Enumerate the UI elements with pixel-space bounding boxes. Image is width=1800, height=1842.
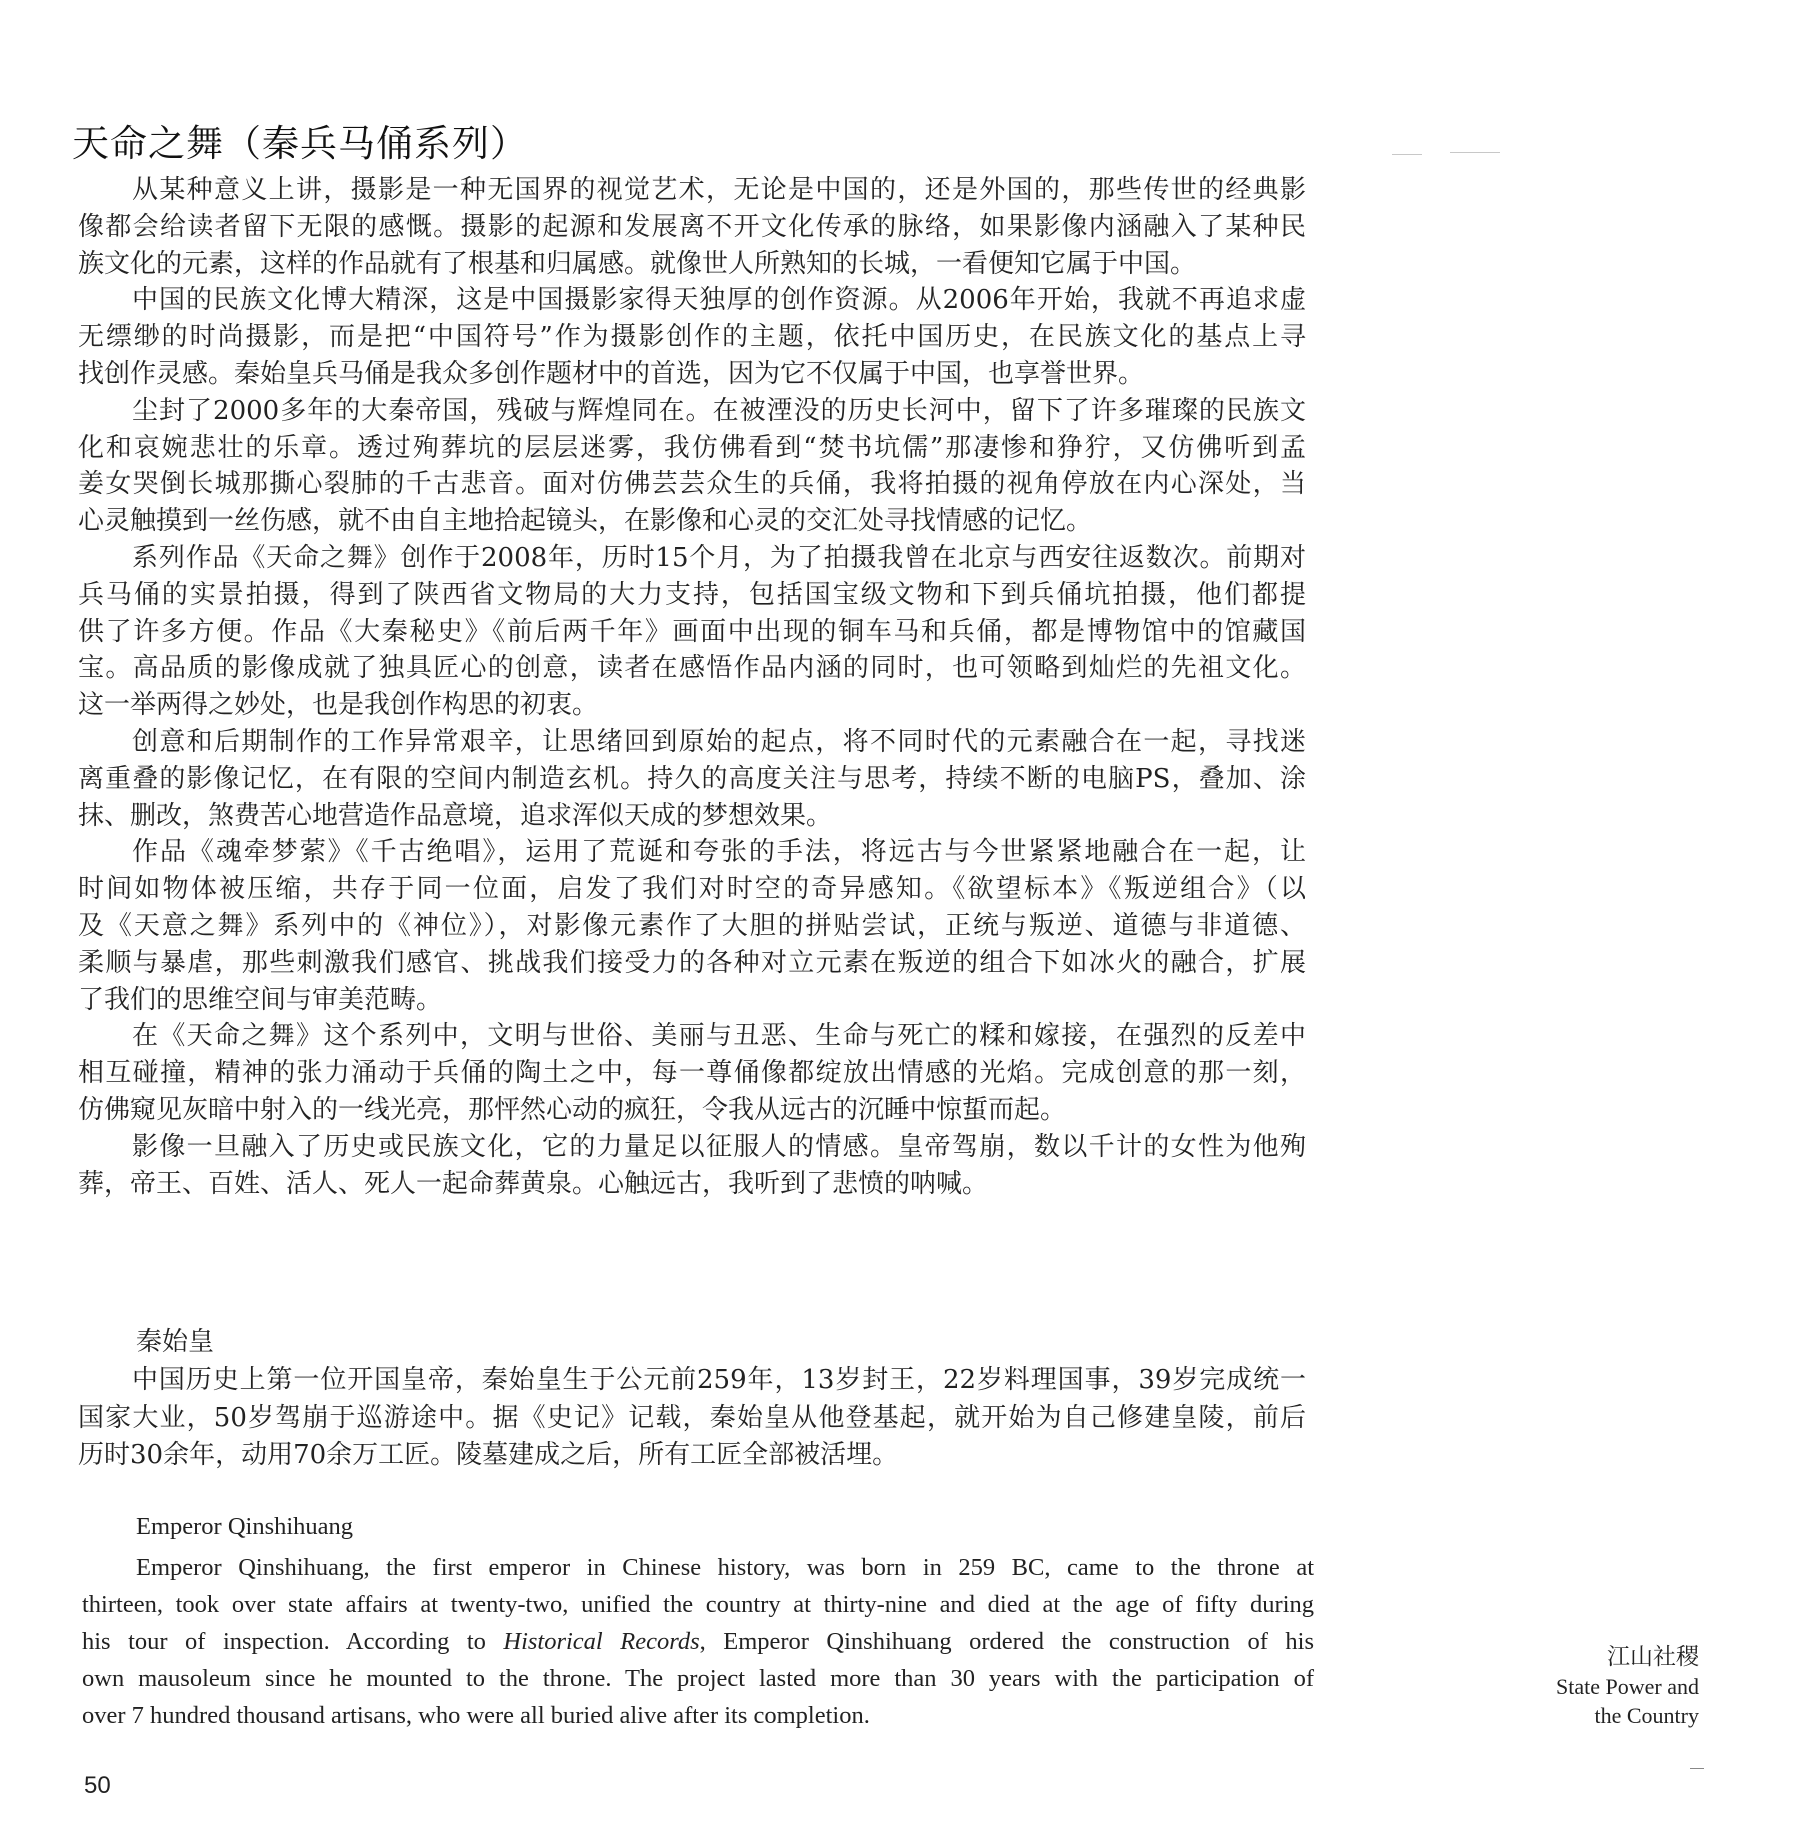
essay-line: 这一举两得之妙处，也是我创作构思的初衷。 — [78, 690, 599, 721]
bio-en-body — [82, 1549, 1314, 1734]
essay-line: 姜女哭倒长城那撕心裂肺的千古悲音。面对仿佛芸芸众生的兵俑，我将拍摄的视角停放在内心深处，当 — [78, 469, 1306, 500]
caption-en-line1: State Power and — [1556, 1674, 1699, 1699]
essay-line: 柔顺与暴虐，那些刺激我们感官、挑战我们接受力的各种对立元素在叛逆的组合下如冰火的融合，扩展 — [78, 947, 1306, 978]
bio-en-heading: Emperor Qinshihuang — [136, 1513, 354, 1540]
essay-line: 心灵触摸到一丝伤感，就不由自主地拾起镜头，在影像和心灵的交汇处寻找情感的记忆。 — [78, 506, 1093, 537]
essay-line: 创意和后期制作的工作异常艰辛，让思绪回到原始的起点，将不同时代的元素融合在一起，寻找迷 — [132, 726, 1306, 757]
scan-mark — [1690, 1768, 1704, 1769]
essay-line: 在《天命之舞》这个系列中，文明与世俗、美丽与丑恶、生命与死亡的糅和嫁接，在强烈的反差中 — [132, 1021, 1306, 1052]
essay-line: 兵马俑的实景拍摄，得到了陕西省文物局的大力支持，包括国宝级文物和下到兵俑坑拍摄，他们都提 — [78, 579, 1306, 610]
essay-line: 影像一旦融入了历史或民族文化，它的力量足以征服人的情感。皇帝驾崩，数以千计的女性为他殉 — [132, 1131, 1306, 1162]
scan-mark — [1450, 152, 1500, 153]
essay-line: 族文化的元素，这样的作品就有了根基和归属感。就像世人所熟知的长城，一看便知它属于中国。 — [78, 248, 1197, 279]
essay-line: 及《天意之舞》系列中的《神位》），对影像元素作了大胆的拼贴尝试，正统与叛逆、道德与非道德、 — [78, 910, 1306, 941]
essay-line: 宝。高品质的影像成就了独具匠心的创意，读者在感悟作品内涵的同时，也可领略到灿烂的先祖文化。 — [78, 653, 1306, 684]
text: , Emperor Qinshihuang ordered the construction of his — [699, 1628, 1314, 1655]
essay-line: 中国的民族文化博大精深，这是中国摄影家得天独厚的创作资源。从2006年开始，我就不再追求虚 — [132, 285, 1306, 316]
essay-line: 时间如物体被压缩，共存于同一位面，启发了我们对时空的奇异感知。《欲望标本》《叛逆组合》（以 — [78, 874, 1306, 905]
caption-zh: 江山社稷 — [1607, 1644, 1699, 1670]
bio-en-line — [82, 1623, 1314, 1660]
essay-line: 供了许多方便。作品《大秦秘史》《前后两千年》画面中出现的铜车马和兵俑，都是博物馆中的馆藏国 — [78, 616, 1306, 647]
essay-line: 像都会给读者留下无限的感慨。摄影的起源和发展离不开文化传承的脉络，如果影像内涵融入了某种民 — [78, 211, 1306, 242]
essay-line: 葬，帝王、百姓、活人、死人一起命葬黄泉。心触远古，我听到了悲愤的呐喊。 — [78, 1168, 989, 1199]
bio-en-line: own mausoleum since he mounted to the throne. The project lasted more than 30 years with the participation of — [82, 1665, 1314, 1692]
essay-line: 化和哀婉悲壮的乐章。透过殉葬坑的层层迷雾，我仿佛看到“焚书坑儒”那凄惨和狰狞，又仿佛听到孟 — [78, 432, 1306, 463]
scan-mark — [1392, 154, 1422, 155]
bio-zh-heading: 秦始皇 — [136, 1327, 215, 1357]
book-title: Historical Records — [503, 1628, 700, 1655]
caption-en-line2: the Country — [1594, 1703, 1699, 1728]
essay-line: 了我们的思维空间与审美范畴。 — [78, 984, 443, 1015]
bio-zh-line: 历时30余年，动用70余万工匠。陵墓建成之后，所有工匠全部被活埋。 — [78, 1440, 899, 1470]
essay-body — [78, 172, 1306, 1202]
essay-line: 无缥缈的时尚摄影，而是把“中国符号”作为摄影创作的主题，依托中国历史，在民族文化的基点上寻 — [78, 322, 1306, 353]
essay-line: 从某种意义上讲，摄影是一种无国界的视觉艺术，无论是中国的，还是外国的，那些传世的经典影 — [132, 175, 1306, 205]
essay-line: 抹、删改，煞费苦心地营造作品意境，追求浑似天成的梦想效果。 — [78, 800, 833, 831]
bio-zh-line: 中国历史上第一位开国皇帝，秦始皇生于公元前259年，13岁封王，22岁料理国事，39岁完成统一 — [132, 1365, 1306, 1395]
bio-en-line: thirteen, took over state affairs at twenty-two, unified the country at thirty-nine and died at the age of fifty during — [82, 1591, 1314, 1618]
essay-line: 仿佛窥见灰暗中射入的一线光亮，那怦然心动的疯狂，令我从远古的沉睡中惊蜇而起。 — [78, 1094, 1067, 1125]
bio-zh-body — [78, 1362, 1306, 1475]
essay-line: 尘封了2000多年的大秦帝国，残破与辉煌同在。在被湮没的历史长河中，留下了许多璀璨的民族文 — [132, 395, 1306, 426]
essay-line: 找创作灵感。秦始皇兵马俑是我众多创作题材中的首选，因为它不仅属于中国，也享誉世界。 — [78, 358, 1145, 389]
bio-en-line: over 7 hundred thousand artisans, who were all buried alive after its completion. — [82, 1702, 870, 1729]
page-title: 天命之舞（秦兵马俑系列） — [72, 121, 528, 165]
essay-line: 离重叠的影像记忆，在有限的空间内制造玄机。持久的高度关注与思考，持续不断的电脑PS，叠加、涂 — [78, 763, 1306, 794]
essay-line: 相互碰撞，精神的张力涌动于兵俑的陶土之中，每一尊俑像都绽放出情感的光焰。完成创意的那一刻， — [78, 1058, 1306, 1089]
artwork-caption — [1556, 1643, 1699, 1730]
text: his tour of inspection. According to — [82, 1628, 504, 1655]
page-number: 50 — [84, 1772, 111, 1799]
essay-line: 系列作品《天命之舞》创作于2008年，历时15个月，为了拍摄我曾在北京与西安往返数次。前期对 — [132, 542, 1306, 573]
essay-line: 作品《魂牵梦萦》《千古绝唱》，运用了荒诞和夸张的手法，将远古与今世紧紧地融合在一起，让 — [132, 837, 1306, 868]
bio-en-line: Emperor Qinshihuang, the first emperor in Chinese history, was born in 259 BC, came to the throne at — [136, 1554, 1314, 1581]
bio-zh-line: 国家大业，50岁驾崩于巡游途中。据《史记》记载，秦始皇从他登基起，就开始为自己修建皇陵，前后 — [78, 1402, 1306, 1433]
